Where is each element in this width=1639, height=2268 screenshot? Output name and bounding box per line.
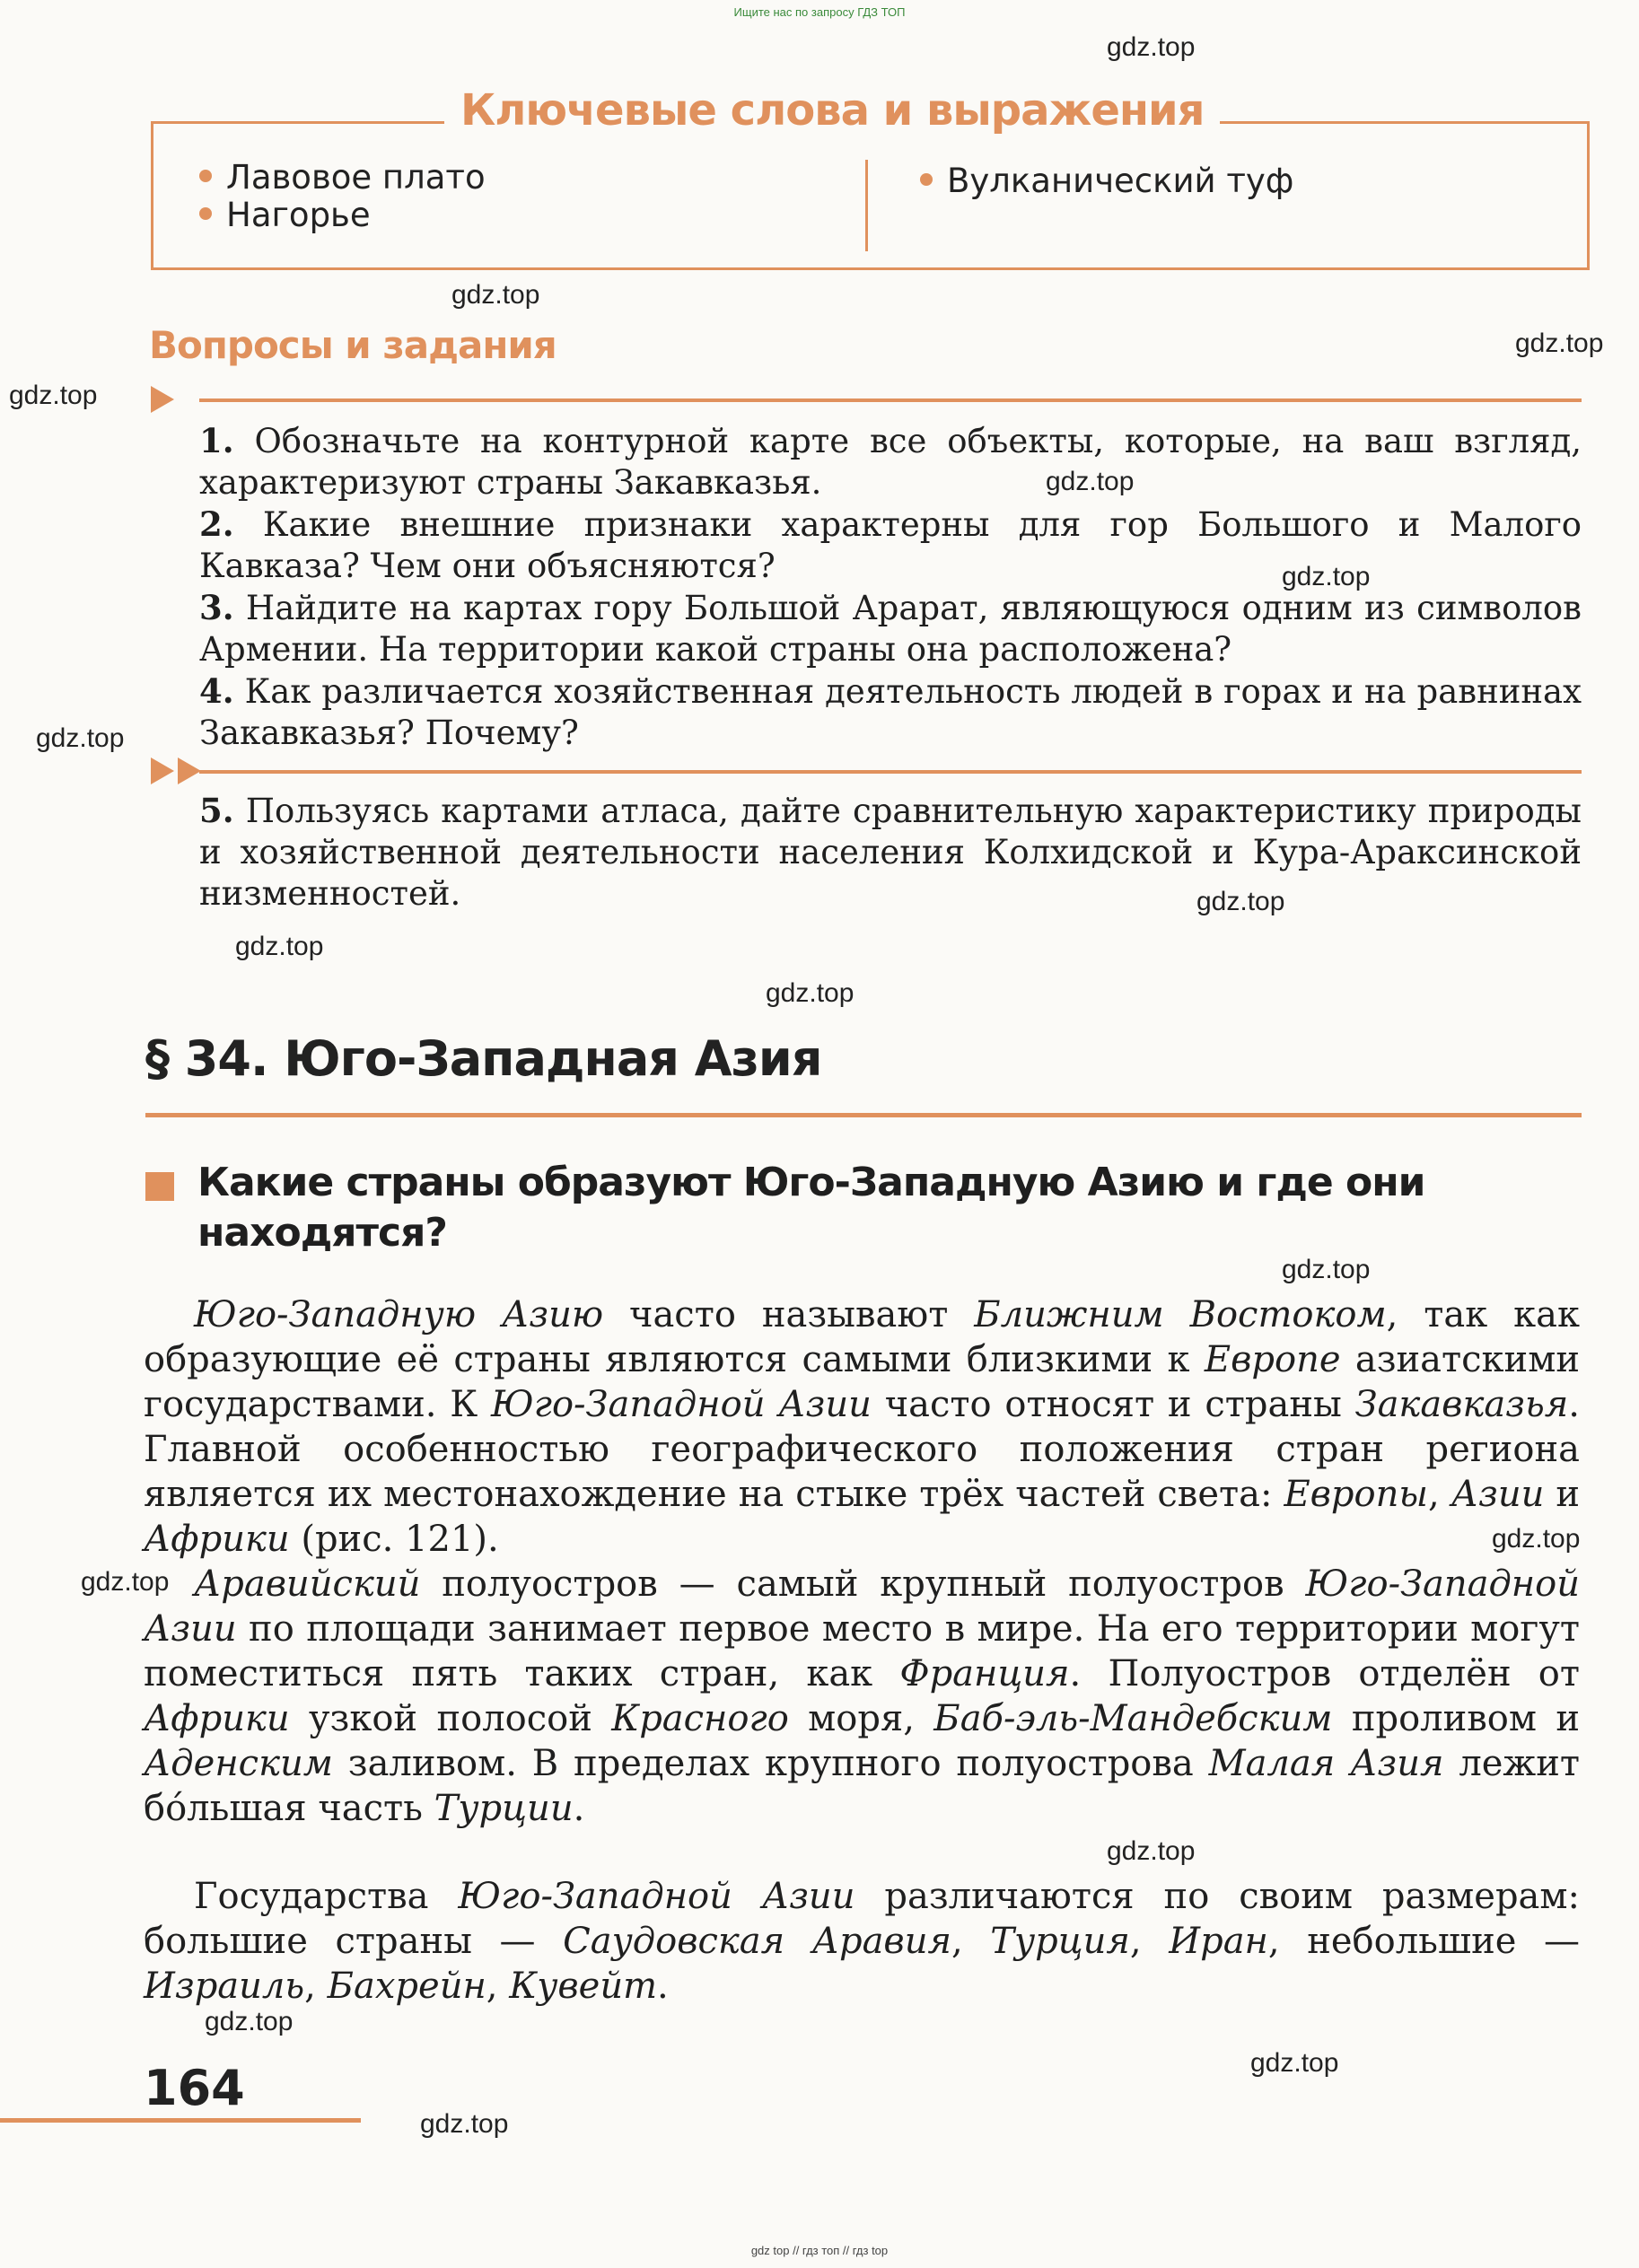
keyword-item: Лавовое плато [199, 158, 486, 197]
questions-rule [199, 770, 1582, 774]
watermark: gdz.top [1107, 1836, 1196, 1866]
bullet-icon [199, 170, 212, 182]
question-item: 2. Какие внешние признаки характерны для гор Большого и Малого Кавказа? Чем они объясняются? [199, 504, 1582, 585]
arrow-icon [178, 757, 201, 784]
watermark: gdz.top [1492, 1524, 1581, 1554]
watermark: gdz.top [1250, 2048, 1339, 2078]
watermark: gdz.top [9, 381, 98, 410]
watermark: gdz.top [81, 1567, 170, 1597]
page-number: 164 [144, 2060, 245, 2116]
watermark: gdz.top [420, 2109, 509, 2139]
square-bullet-icon [145, 1172, 174, 1201]
keywords-divider [865, 160, 868, 251]
question-item: 4. Как различается хозяйственная деятельность людей в горах и на равнинах Закавказья? Почему? [199, 671, 1582, 752]
watermark: gdz.top [451, 280, 540, 310]
section-rule [145, 1113, 1582, 1117]
watermark: gdz.top [1282, 1255, 1371, 1284]
bullet-icon [920, 173, 933, 186]
bottom-note: gdz top // гдз топ // гдз top [750, 2244, 889, 2257]
top-note: Ищите нас по запросу ГДЗ ТОП [733, 5, 906, 19]
arrow-icon [151, 757, 174, 784]
questions-group-1 [199, 420, 1582, 754]
watermark: gdz.top [766, 978, 855, 1008]
watermark: gdz.top [1515, 328, 1604, 358]
questions-group-2 [199, 790, 1582, 915]
bullet-icon [199, 207, 212, 220]
question-item: 3. Найдите на картах гору Большой Арарат, являющуюся одним из символов Армении. На территории какой страны она расположена? [199, 588, 1582, 669]
watermark: gdz.top [1046, 467, 1135, 496]
paragraph-3: Государства Юго-Западной Азии различаются по своим размерам: большие страны — Саудовская Аравия, Турция, Иран, небольшие — Израиль, Бахрейн, Кувейт. [144, 1876, 1580, 2007]
question-item: 5. Пользуясь картами атласа, дайте сравнительную характеристику природы и хозяйственной деятельности населения Колхидской и Кура-Араксинской низменностей. [199, 791, 1582, 913]
paragraph-2: Аравийский полуостров — самый крупный полуостров Юго-Западной Азии по площади занимает первое место в мире. На его территории могут поместиться пять таких стран, как Франция. Полуостров отделён от Африки узкой полосой Красного моря, Баб-эль-Мандебским проливом и Аденским заливом. В пределах крупного полуострова Малая Азия лежит бóльшая часть Турции. [144, 1563, 1580, 1829]
watermark: gdz.top [1196, 887, 1285, 916]
watermark: gdz.top [36, 723, 125, 753]
keyword-item: Нагорье [199, 196, 371, 234]
arrow-icon [151, 386, 174, 413]
section-title: § 34. Юго-Западная Азия [145, 1030, 822, 1087]
keywords-title: Ключевые слова и выражения [444, 85, 1220, 136]
watermark: gdz.top [235, 932, 324, 961]
keyword-item: Вулканический туф [920, 162, 1293, 200]
subsection-title: Какие страны образуют Юго-Западную Азию и где они находятся? [197, 1160, 1425, 1256]
questions-rule [199, 398, 1582, 402]
watermark: gdz.top [1107, 32, 1196, 62]
watermark: gdz.top [1282, 562, 1371, 591]
question-item: 1. Обозначьте на контурной карте все объекты, которые, на ваш взгляд, характеризуют страны Закавказья. [199, 421, 1582, 502]
questions-title: Вопросы и задания [149, 323, 557, 367]
paragraph-1: Юго-Западную Азию часто называют Ближним Востоком, так как образующие её страны являются самыми близкими к Европе азиатскими государствами. К Юго-Западной Азии часто относят и страны Закавказья. Главной особенностью географического положения стран региона является их местонахождение на стыке трёх частей света: Европы, Азии и Африки (рис. 121). [144, 1294, 1581, 1560]
page-number-rule [0, 2118, 361, 2123]
watermark: gdz.top [205, 2007, 294, 2036]
